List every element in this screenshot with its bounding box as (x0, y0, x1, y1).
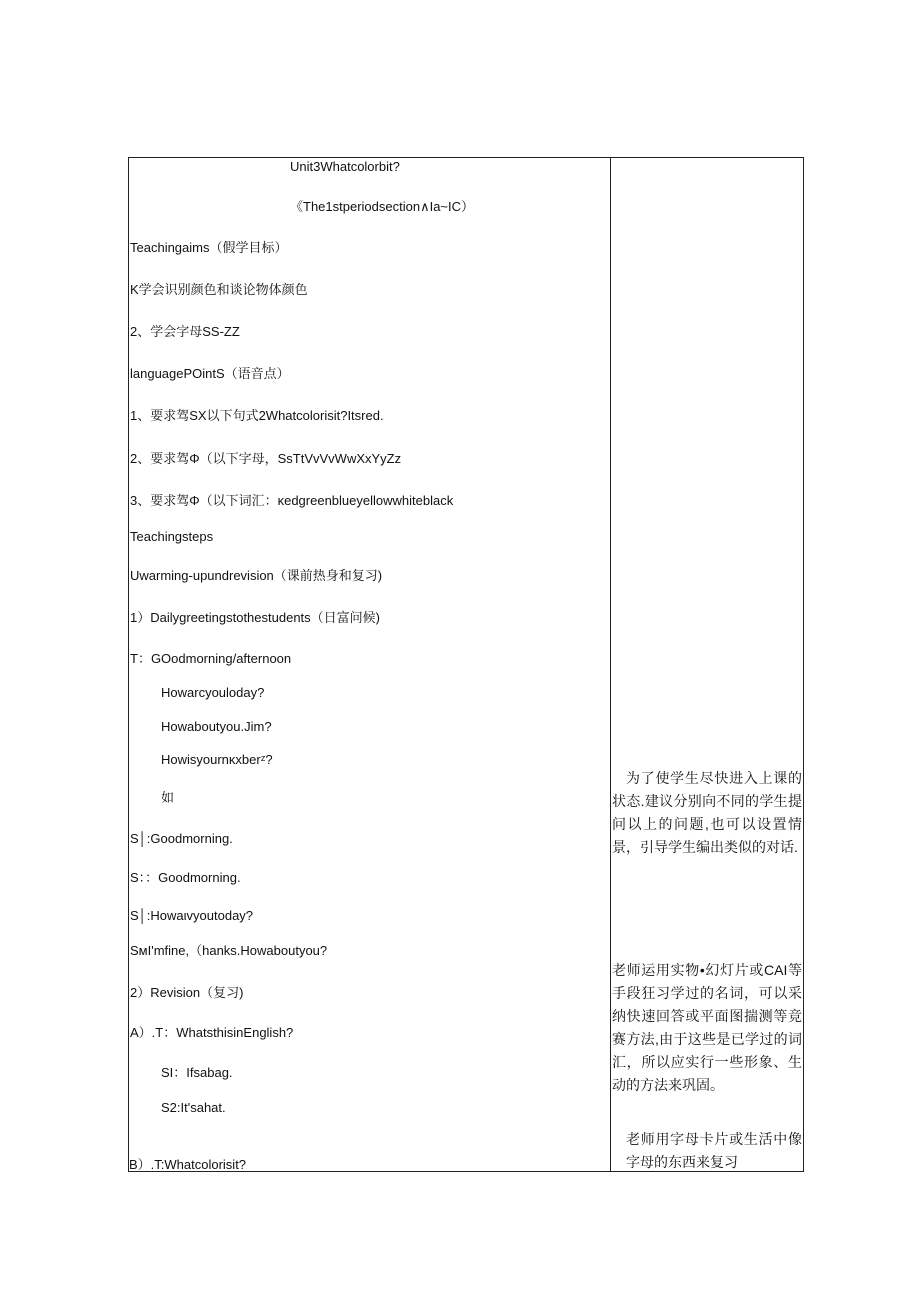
aim-item: K学会识别颜色和谈论物体颜色 (130, 282, 308, 297)
note-letters (612, 1128, 802, 1174)
column-divider (610, 157, 611, 1172)
point-item: 3、要求驾Φ（以下词汇：κedgreenblueyellowwhiteblack (130, 493, 454, 508)
greeting-heading: 1）Dailygreetingstothestudents（日富问候) (130, 610, 380, 625)
note-revision (612, 959, 802, 1097)
revision-answer: SI：Ifsabag. (161, 1065, 233, 1080)
aim-item: 2、学会字母SS-ZZ (130, 324, 240, 339)
student-line: S│:Goodmorning. (130, 831, 233, 846)
clipped-line-text: B）.T:Whatcolorisit? (129, 1157, 247, 1172)
steps-heading: Teachingsteps (130, 529, 214, 544)
warmup-heading: Uwarming-upundrevision（课前热身和复习) (130, 568, 383, 583)
period-subtitle: 《The1stperiodsection∧Ia~IC） (290, 199, 475, 214)
teacher-line: 如 (161, 790, 175, 805)
revision-question: A）.T：WhatsthisinEnglish? (130, 1025, 294, 1040)
point-item: 1、要求驾SX以下句式2Whatcolorisit?Itsred. (130, 408, 384, 423)
points-heading: languagePOintS（语音点） (130, 366, 290, 381)
aims-heading: Teachingaims（假学目标） (130, 240, 288, 255)
note-warmup-text: 为了使学生尽快进入上课的状态.建议分别向不同的学生提问以上的问题,也可以设置情景，引导学生编出类似的对话. (612, 770, 802, 855)
student-line: S│:Howaιvyoutoday? (130, 908, 254, 923)
teacher-line: T：GOodmorning/afternoon (130, 651, 292, 666)
student-line: SмI'mfine,（hanks.Howaboutyou? (130, 943, 328, 958)
note-warmup (612, 767, 802, 859)
clipped-line (129, 1157, 609, 1172)
note-revision-text: 老师运用实物•幻灯片或CAI等手段狂习学过的名词，可以采纳快速回答或平面图揣测等竞赛方法,由于这些是已学过的词汇，所以应实行一些形象、生动的方法来巩固。 (612, 962, 802, 1093)
teacher-line: Howaboutyou.Jim? (161, 719, 272, 734)
unit-title: Unit3Whatcolorbit? (290, 159, 400, 174)
revision-answer: S2:It'sahat. (161, 1100, 226, 1115)
revision-heading: 2）Revision（复习) (130, 985, 244, 1000)
point-item: 2、要求驾Φ（以下字母，SsTtVvVvWwXxYyZz (130, 451, 402, 466)
note-letters-text: 老师用字母卡片或生活中像字母的东西来复习 (626, 1131, 802, 1170)
teacher-line: Howarcyouloday? (161, 685, 265, 700)
student-line: S：：Goodmorning. (130, 870, 241, 885)
teacher-line: Howisyournκxberᶻ? (161, 752, 273, 767)
